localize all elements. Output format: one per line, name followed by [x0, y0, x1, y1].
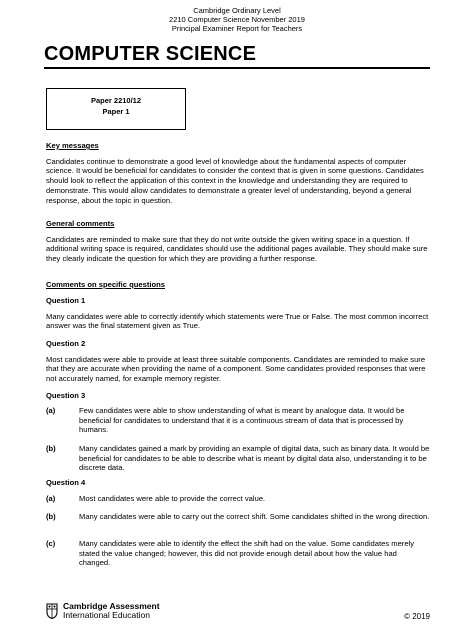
question-4c — [46, 539, 430, 568]
question-3 — [46, 391, 430, 401]
question-3b — [46, 444, 430, 473]
question-3a-text: Few candidates were able to show understanding of what is meant by analogue data. It would be beneficial for candidates to understand that it is a continuous stream of data that is processed by humans. — [79, 406, 405, 435]
general-comments-section — [46, 219, 430, 264]
key-messages-text: Candidates continue to demonstrate a good level of knowledge about the fundamental aspects of computer science. It would be beneficial for candidates to consider the context that is given in some questions. Candidates should look to reflect the application of this context in the knowledge and understanding they are required to demonstrate. This would allow candidates to demonstrate a greater level of understanding, beyond a general response, about the topic in question. — [46, 156, 424, 205]
question-3a — [46, 406, 430, 435]
question-4b-text: Many candidates were able to carry out the correct shift. Some candidates shifted in the wrong direction. — [79, 512, 430, 521]
general-comments-heading: General comments — [46, 219, 115, 228]
question-1-text: Many candidates were able to correctly identify which statements were True or False. The most common incorrect answer was the final statement given as True. — [46, 311, 429, 331]
question-4-title: Question 4 — [46, 478, 86, 487]
paper-code: Paper 2210/12 — [90, 96, 142, 105]
question-1 — [46, 296, 430, 331]
logo-line-1: Cambridge Assessment — [63, 601, 160, 611]
header-line-2: 2210 Computer Science November 2019 — [169, 15, 305, 24]
page-title: COMPUTER SCIENCE — [44, 43, 257, 65]
question-3b-text: Many candidates gained a mark by providing an example of digital data, such as binary data. It would be beneficial for candidates to be able to describe what is meant by digital data also, understanding it to be discrete data. — [79, 444, 430, 473]
question-4b — [46, 512, 430, 522]
key-messages-section — [46, 141, 430, 205]
question-2-text: Most candidates were able to provide at least three suitable components. Candidates are reminded to make sure that they are accurate when providing the name of a component. Some candidates provided responses that were not accurately named, for example memory register. — [46, 354, 426, 384]
footer-logo — [46, 602, 160, 620]
header-line-1: Cambridge Ordinary Level — [193, 6, 281, 15]
question-3b-label: (b) — [46, 444, 56, 453]
copyright: © 2019 — [404, 612, 430, 621]
paper-number: Paper 1 — [102, 107, 130, 116]
question-1-title: Question 1 — [46, 296, 86, 305]
header-line-3: Principal Examiner Report for Teachers — [171, 24, 303, 33]
question-2-title: Question 2 — [46, 339, 86, 348]
question-3-title: Question 3 — [46, 391, 86, 400]
question-4c-label: (c) — [46, 539, 56, 548]
question-4a — [46, 494, 430, 504]
specific-comments-section — [46, 280, 430, 290]
key-messages-heading: Key messages — [46, 141, 99, 150]
paper-box — [46, 88, 186, 130]
cambridge-crest-icon — [46, 603, 58, 619]
question-2 — [46, 339, 430, 384]
question-4b-label: (b) — [46, 512, 56, 521]
question-4a-text: Most candidates were able to provide the correct value. — [79, 494, 266, 503]
question-4 — [46, 478, 430, 488]
general-comments-text: Candidates are reminded to make sure that they do not write outside the given writing space in a question. If additional writing space is required, candidates should use the additional pages available. They should make sure they clearly indicate the question for which they are providing a further response. — [46, 234, 428, 264]
logo-line-2: International Education — [63, 610, 150, 620]
question-3a-label: (a) — [46, 406, 56, 415]
specific-comments-heading: Comments on specific questions — [46, 280, 165, 289]
title-rule — [44, 67, 430, 69]
question-4a-label: (a) — [46, 494, 56, 503]
page-header — [0, 6, 474, 33]
question-4c-text: Many candidates were able to identify the effect the shift had on the value. Some candidates merely stated the value changed; however, this did not provide enough detail about how the value had changed. — [79, 539, 415, 568]
